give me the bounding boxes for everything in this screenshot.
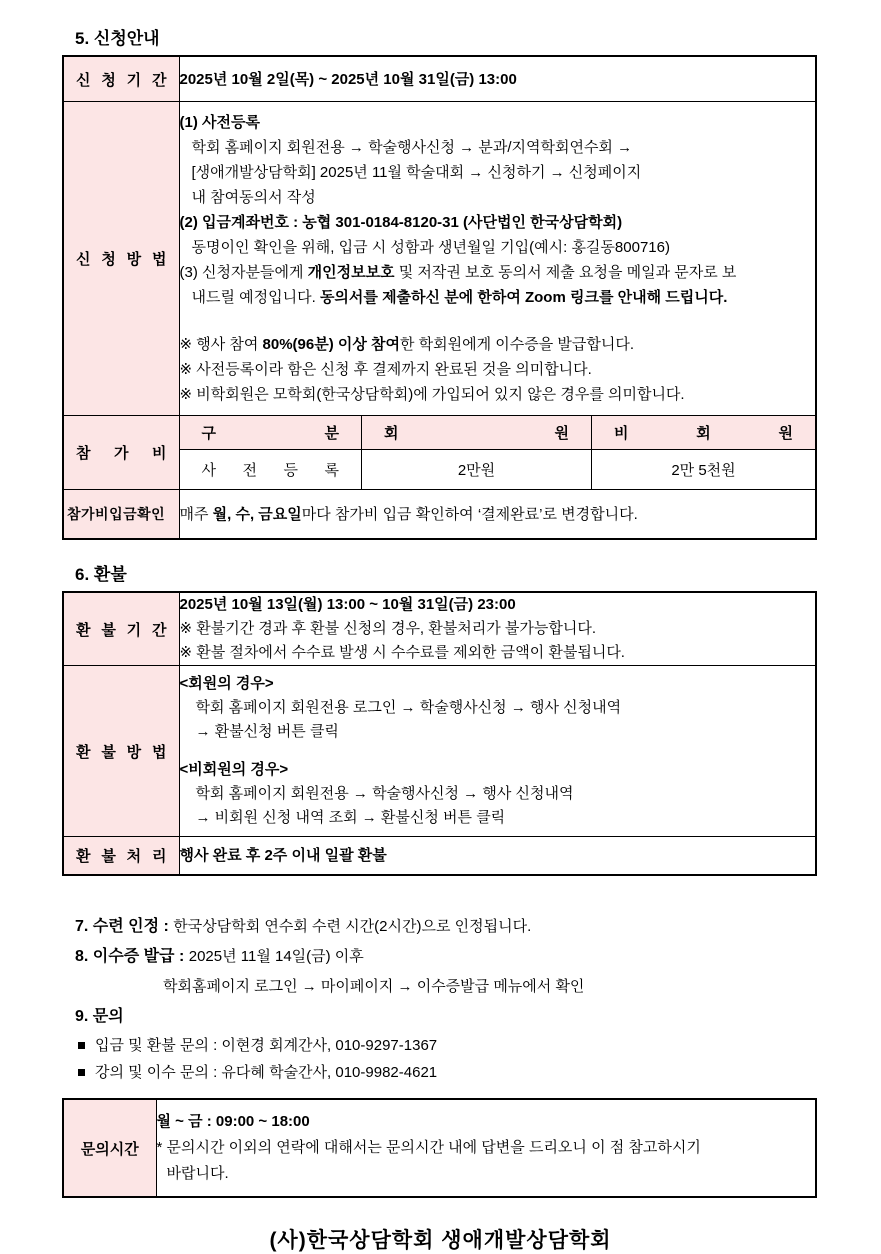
apply-method-content bbox=[179, 102, 816, 416]
method-line-6: 동명이인 확인을 위해, 입금 시 성함과 생년월일 기입(예시: 홍길동800716) bbox=[191, 239, 670, 256]
deposit-line bbox=[180, 502, 816, 527]
refund-method-line-1: <회원의 경우> bbox=[179, 675, 274, 692]
refund-process-label-cell bbox=[63, 837, 179, 876]
square-bullet-icon bbox=[78, 1069, 85, 1076]
apply-fee-row bbox=[63, 416, 816, 490]
apply-deposit-label-cell bbox=[63, 490, 179, 540]
fee-row-type-cell bbox=[180, 450, 362, 490]
apply-info-table bbox=[62, 55, 817, 540]
inquiry-hours-label-cell bbox=[63, 1099, 156, 1197]
inquiry-bullet-2 bbox=[78, 1059, 881, 1086]
refund-period-line-3: ※ 환불 절차에서 수수료 발생 시 수수료를 제외한 금액이 환불됩니다. bbox=[179, 644, 625, 661]
text-segment: 내드릴 예정입니다. bbox=[191, 289, 320, 306]
inquiry-hours-row bbox=[63, 1099, 816, 1197]
text-segment: 동의서를 제출하신 분에 한하여 Zoom 링크를 안내해 드립니다. bbox=[319, 289, 728, 306]
section-9-title: 9. 문의 bbox=[75, 1008, 124, 1025]
spacer bbox=[180, 310, 816, 332]
apply-period-value: 2025년 10월 2일(목) ~ 2025년 10월 31일(금) 13:00 bbox=[179, 70, 517, 88]
inquiry-hours-line-2: * 문의시간 이외의 연락에 대해서는 문의시간 내에 답변을 드리오니 이 점 참고하시기 bbox=[156, 1139, 701, 1156]
text-segment: 한 학회원에게 이수증을 발급합니다. bbox=[400, 336, 635, 353]
refund-period-label: 환 불 기 간 bbox=[76, 621, 167, 639]
refund-method-line-6: → 비회원 신청 내역 조회 → 환불신청 버튼 클릭 bbox=[195, 809, 506, 826]
inquiry-hours-label: 문의시간 bbox=[80, 1140, 139, 1158]
section-8-line bbox=[75, 942, 881, 972]
refund-method-row bbox=[63, 666, 816, 837]
fee-nonmember-value: 2만 5천원 bbox=[592, 450, 816, 490]
fee-col-member-cell bbox=[362, 416, 592, 450]
text-segment: 월, 수, 금요일 bbox=[212, 505, 302, 523]
apply-deposit-label: 참가비입금확인 bbox=[67, 506, 166, 522]
text-segment: 80%(96분) 이상 참여 bbox=[262, 336, 401, 353]
refund-method-line-2: 학회 홈페이지 회원전용 로그인 → 학술행사신청 → 행사 신청내역 bbox=[195, 699, 622, 716]
apply-method-label-cell bbox=[63, 102, 179, 416]
refund-method-line-4: <비회원의 경우> bbox=[179, 761, 289, 778]
apply-period-row bbox=[63, 56, 816, 102]
fee-member-value: 2만원 bbox=[362, 450, 592, 490]
method-line-8 bbox=[180, 285, 816, 310]
text-segment: 매주 bbox=[179, 505, 213, 523]
text-segment: 및 저작권 보호 동의서 제출 요청을 메일과 문자로 보 bbox=[394, 264, 737, 281]
square-bullet-icon bbox=[78, 1042, 85, 1049]
refund-method-content bbox=[179, 666, 816, 837]
inquiry-bullet-1-text: 입금 및 환불 문의 : 이현경 회계간사, 010-9297-1367 bbox=[95, 1037, 438, 1054]
fee-col-nonmember-cell bbox=[592, 416, 816, 450]
inquiry-hours-line-3: 바랍니다. bbox=[166, 1165, 229, 1182]
fee-row-type: 사 전 등 록 bbox=[201, 462, 339, 479]
fee-value-row bbox=[180, 450, 816, 490]
method-line-5: (2) 입금계좌번호 : 농협 301-0184-8120-31 (사단법인 한국상담학회) bbox=[179, 214, 623, 231]
text-segment: (3) 신청자분들에게 bbox=[179, 264, 308, 281]
apply-period-label-cell bbox=[63, 56, 179, 102]
apply-period-value-cell bbox=[179, 56, 816, 102]
text-segment: 개인정보보호 bbox=[307, 264, 395, 281]
inquiry-bullet-2-text: 강의 및 이수 문의 : 유다혜 학술간사, 010-9982-4621 bbox=[95, 1064, 438, 1081]
text-segment: 마다 참가비 입금 확인하여 ‘결제완료’로 변경합니다. bbox=[301, 505, 638, 523]
refund-method-label: 환 불 방 법 bbox=[76, 743, 167, 761]
apply-method-label: 신 청 방 법 bbox=[76, 251, 167, 268]
method-line-2: 학회 홈페이지 회원전용 → 학술행사신청 → 분과/지역학회연수회 → bbox=[191, 139, 633, 156]
spacer bbox=[180, 744, 816, 758]
method-note-3: ※ 비학회원은 모학회(한국상담학회)에 가입되어 있지 않은 경우를 의미합니다. bbox=[179, 386, 685, 403]
section-7-line bbox=[75, 912, 881, 942]
inquiry-hours-table bbox=[62, 1098, 817, 1198]
fee-col-nonmember: 비 회 원 bbox=[614, 425, 793, 442]
inquiry-hours-content bbox=[156, 1099, 816, 1197]
refund-process-label: 환 불 처 리 bbox=[76, 848, 167, 865]
method-note-1 bbox=[180, 332, 816, 357]
section-8-line-2: 학회홈페이지 로그인 → 마이페이지 → 이수증발급 메뉴에서 확인 bbox=[163, 978, 585, 995]
refund-table bbox=[62, 591, 817, 876]
section-7-text: 한국상담학회 연수회 수련 시간(2시간)으로 인정됩니다. bbox=[173, 918, 532, 935]
section-5-heading: 5. 신청안내 bbox=[75, 29, 160, 48]
method-note-2: ※ 사전등록이라 함은 신청 후 결제까지 완료된 것을 의미합니다. bbox=[179, 361, 592, 378]
refund-process-row bbox=[63, 837, 816, 876]
apply-fee-label: 참 가 비 bbox=[76, 445, 167, 462]
refund-period-line-2: ※ 환불기간 경과 후 환불 신청의 경우, 환불처리가 불가능합니다. bbox=[179, 620, 596, 637]
refund-period-content bbox=[179, 592, 816, 666]
apply-fee-content bbox=[179, 416, 816, 490]
section-8-text: 2025년 11월 14일(금) 이후 bbox=[188, 948, 364, 965]
fee-header-row bbox=[180, 416, 816, 450]
method-line-1: (1) 사전등록 bbox=[179, 114, 260, 131]
inquiry-bullet-1 bbox=[78, 1032, 881, 1059]
refund-period-row bbox=[63, 592, 816, 666]
refund-method-label-cell bbox=[63, 666, 179, 837]
refund-method-line-3: → 환불신청 버튼 클릭 bbox=[195, 723, 339, 740]
inquiry-hours-line-1: 월 ~ 금 : 09:00 ~ 18:00 bbox=[156, 1113, 310, 1130]
apply-fee-label-cell bbox=[63, 416, 179, 490]
fee-col-type: 구 분 bbox=[201, 425, 339, 442]
section-9-line bbox=[75, 1002, 881, 1032]
refund-process-content bbox=[179, 837, 816, 876]
apply-deposit-content bbox=[179, 490, 816, 540]
apply-deposit-row bbox=[63, 490, 816, 540]
fee-col-type-cell bbox=[180, 416, 362, 450]
method-line-4: 내 참여동의서 작성 bbox=[191, 189, 316, 206]
section-8-title: 8. 이수증 발급 : bbox=[75, 948, 189, 965]
section-7-title: 7. 수련 인정 : bbox=[75, 918, 174, 935]
document-footer: (사)한국상담학회 생애개발상담학회 bbox=[269, 1229, 612, 1252]
refund-method-line-5: 학회 홈페이지 회원전용 → 학술행사신청 → 행사 신청내역 bbox=[195, 785, 574, 802]
fee-col-member: 회 원 bbox=[384, 425, 569, 442]
apply-method-row bbox=[63, 102, 816, 416]
apply-period-label: 신 청 기 간 bbox=[76, 71, 167, 89]
refund-process-value: 행사 완료 후 2주 이내 일괄 환불 bbox=[179, 846, 387, 864]
method-line-3: [생애개발상담학회] 2025년 11월 학술대회 → 신청하기 → 신청페이지 bbox=[191, 164, 642, 181]
fee-inner-table bbox=[180, 416, 816, 489]
section-6-heading: 6. 환불 bbox=[75, 565, 127, 584]
refund-period-label-cell bbox=[63, 592, 179, 666]
method-line-7 bbox=[180, 260, 816, 285]
text-segment: ※ 행사 참여 bbox=[179, 336, 263, 353]
refund-period-line-1: 2025년 10월 13일(월) 13:00 ~ 10월 31일(금) 23:00 bbox=[179, 596, 516, 613]
